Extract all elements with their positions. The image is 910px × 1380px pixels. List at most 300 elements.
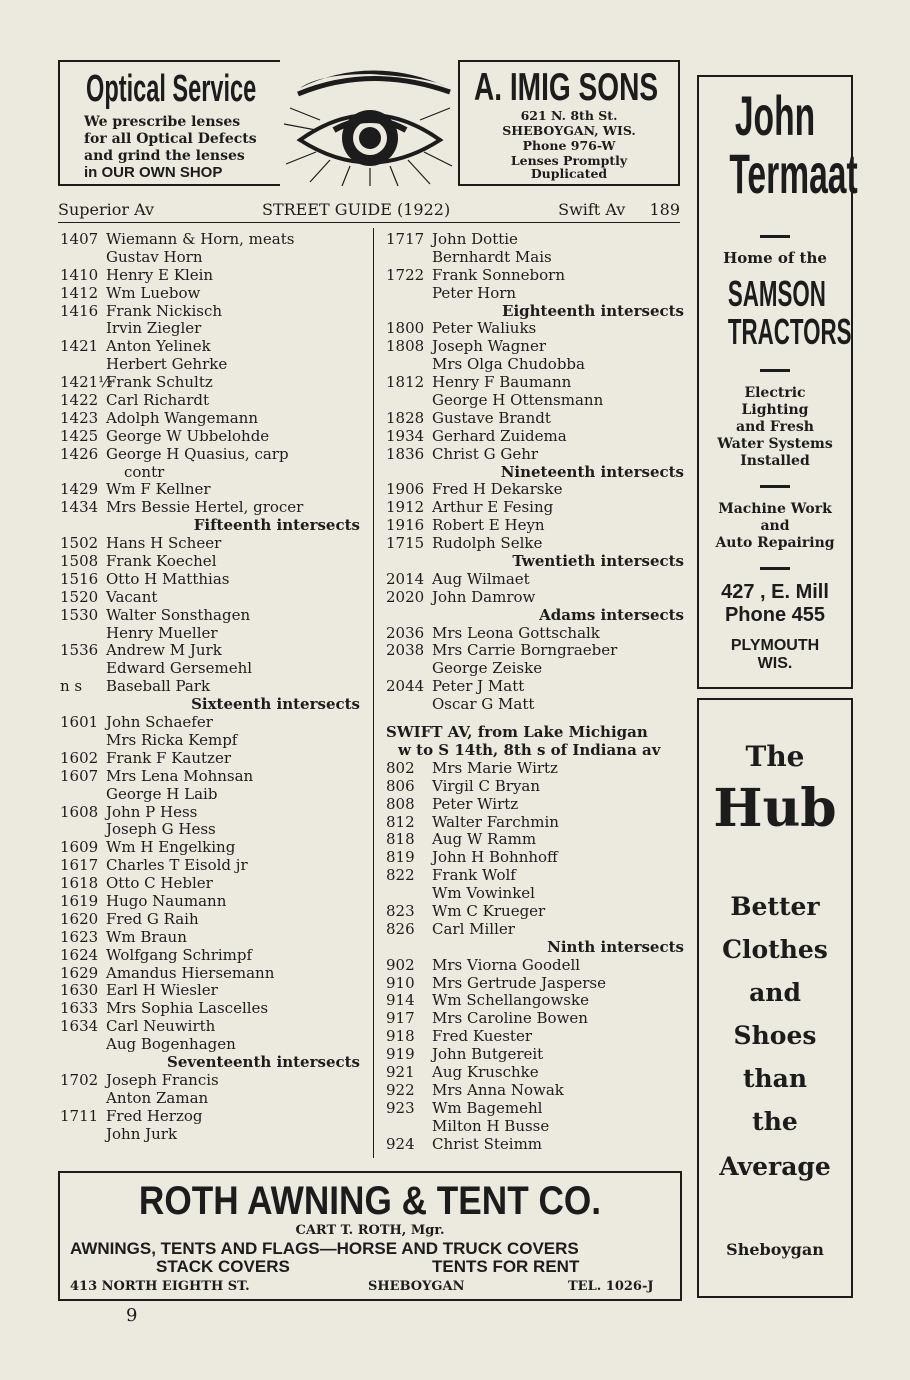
directory-entry <box>60 446 360 464</box>
directory-entry <box>386 760 684 778</box>
resident-name: Gustav Horn <box>106 247 203 266</box>
resident-name: Peter Wirtz <box>432 794 519 813</box>
directory-entry <box>386 849 684 867</box>
imig-ad-line: 621 N. 8th St. <box>520 108 618 123</box>
section-label: Eighteenth intersects <box>502 301 684 320</box>
resident-name: Henry E Klein <box>106 265 214 284</box>
resident-name: Mrs Ricka Kempf <box>106 730 238 749</box>
resident-name: Carl Miller <box>432 919 515 938</box>
directory-entry <box>386 446 684 464</box>
directory-entry <box>60 1036 360 1054</box>
resident-name: Fred Kuester <box>432 1027 533 1046</box>
termaat-city: PLYMOUTH <box>730 637 820 654</box>
house-number: n s <box>60 677 83 696</box>
hub-line: and <box>749 978 801 1007</box>
resident-name: Otto H Matthias <box>106 569 230 588</box>
house-number: 1722 <box>386 265 425 284</box>
directory-entry <box>60 965 360 983</box>
resident-name: Rudolph Selke <box>432 534 543 553</box>
house-number: 924 <box>386 1134 415 1153</box>
directory-entry <box>386 957 684 975</box>
house-number: 1916 <box>386 516 425 535</box>
directory-entry <box>60 875 360 893</box>
directory-entry <box>60 1072 360 1090</box>
resident-name: Virgil C Bryan <box>432 776 541 795</box>
directory-entry <box>60 338 360 356</box>
termaat-samson: SAMSON <box>727 273 826 314</box>
resident-name: Christ G Gehr <box>432 444 539 463</box>
directory-entry <box>386 814 684 832</box>
section-intersects <box>386 303 684 321</box>
roth-tents-rent: TENTS FOR RENT <box>432 1257 580 1276</box>
directory-entry <box>60 911 360 929</box>
hub-line: the <box>752 1107 798 1136</box>
resident-name: Wolfgang Schrimpf <box>106 945 253 964</box>
directory-entry <box>60 786 360 804</box>
resident-name: Vacant <box>106 587 158 606</box>
street-heading-text: SWIFT AV, from Lake Michigan <box>386 723 648 742</box>
house-number: 1702 <box>60 1070 99 1089</box>
house-number: 914 <box>386 991 415 1010</box>
directory-entry <box>386 1118 684 1136</box>
house-number: 1623 <box>60 927 99 946</box>
imig-ad-line: SHEBOYGAN, WIS. <box>502 123 636 138</box>
resident-name: Wm C Krueger <box>432 901 546 920</box>
house-number: 1536 <box>60 641 99 660</box>
resident-name: Mrs Caroline Bowen <box>432 1009 588 1028</box>
hub-title: Hub <box>713 778 837 839</box>
house-number: 1502 <box>60 534 99 553</box>
house-number: 1828 <box>386 408 425 427</box>
resident-name: Frank Koechel <box>106 552 217 571</box>
optical-ad-line: and grind the lenses <box>84 148 245 164</box>
directory-entry <box>386 1082 684 1100</box>
directory-entry <box>60 464 360 482</box>
directory-entry <box>60 642 360 660</box>
resident-name: Hans H Scheer <box>106 534 222 553</box>
directory-entry <box>386 1100 684 1118</box>
roth-city: SHEBOYGAN <box>368 1279 465 1294</box>
house-number: 1429 <box>60 480 99 499</box>
hub-line: than <box>742 1064 808 1093</box>
resident-name: Mrs Bessie Hertel, grocer <box>106 498 304 517</box>
house-number: 917 <box>386 1009 415 1028</box>
section-intersects <box>60 696 360 714</box>
resident-name: George H Quasius, carp <box>106 444 289 463</box>
resident-name: Peter J Matt <box>432 677 525 696</box>
resident-name: Edward Gersemehl <box>106 659 253 678</box>
resident-name: Gerhard Zuidema <box>432 426 567 445</box>
resident-name: George H Laib <box>106 784 218 803</box>
house-number: 1516 <box>60 569 99 588</box>
resident-name: Carl Richardt <box>106 391 210 410</box>
directory-entry <box>60 821 360 839</box>
directory-entry <box>60 535 360 553</box>
street-heading <box>386 742 684 760</box>
house-number: 922 <box>386 1080 415 1099</box>
termaat-home-of: Home of the <box>723 249 827 267</box>
directory-entry <box>60 320 360 338</box>
termaat-electric-line: Electric <box>744 385 806 401</box>
house-number: 819 <box>386 848 415 867</box>
section-label: Ninth intersects <box>547 937 684 956</box>
directory-entry <box>60 750 360 768</box>
directory-entry <box>60 714 360 732</box>
directory-entry <box>60 285 360 303</box>
directory-entry <box>386 499 684 517</box>
page-header <box>58 200 680 223</box>
roth-services-sep: — <box>319 1239 337 1258</box>
directory-entry <box>60 1126 360 1144</box>
house-number: 1608 <box>60 802 99 821</box>
resident-name: Joseph Wagner <box>432 337 547 356</box>
directory-entry <box>386 338 684 356</box>
resident-name: Mrs Viorna Goodell <box>432 955 581 974</box>
directory-entry <box>60 481 360 499</box>
roth-address: 413 NORTH EIGHTH ST. <box>70 1279 250 1294</box>
resident-name: George Zeiske <box>432 659 543 678</box>
resident-name: Peter Horn <box>432 283 517 302</box>
resident-name: Frank Nickisch <box>106 301 223 320</box>
house-number: 2020 <box>386 587 425 606</box>
house-number: 1423 <box>60 408 99 427</box>
resident-name: Fred Herzog <box>106 1106 203 1125</box>
house-number: 918 <box>386 1027 415 1046</box>
house-number: 1618 <box>60 874 99 893</box>
directory-entry <box>60 982 360 1000</box>
optical-service-ad <box>58 60 280 186</box>
resident-name: John Jurk <box>106 1124 178 1143</box>
section-label: Nineteenth intersects <box>500 462 684 481</box>
house-number: 2038 <box>386 641 425 660</box>
section-intersects <box>386 464 684 482</box>
resident-name: Fred H Dekarske <box>432 480 563 499</box>
roth-services-line <box>70 1239 579 1259</box>
termaat-state: WIS. <box>757 655 793 672</box>
termaat-electric-line: Lighting <box>741 402 809 418</box>
resident-name: Henry Mueller <box>106 623 218 642</box>
house-number: 923 <box>386 1098 415 1117</box>
resident-name: Bernhardt Mais <box>432 247 552 266</box>
header-street-end-name: Swift Av <box>558 200 626 219</box>
resident-name: Frank Wolf <box>432 866 516 885</box>
section-label: Fifteenth intersects <box>193 516 360 535</box>
directory-entry <box>60 1108 360 1126</box>
house-number: 1421 <box>60 337 99 356</box>
resident-name: Mrs Anna Nowak <box>432 1080 564 1099</box>
directory-entry <box>60 303 360 321</box>
directory-entry <box>60 1018 360 1036</box>
resident-name: Frank Sonneborn <box>432 265 566 284</box>
resident-name: Joseph G Hess <box>106 820 216 839</box>
resident-name: Milton H Busse <box>432 1116 550 1135</box>
house-number: 1421½ <box>60 373 113 392</box>
resident-name: John Dottie <box>432 230 518 248</box>
house-number: 2014 <box>386 569 425 588</box>
house-number: 1425 <box>60 426 99 445</box>
header-page-number: 189 <box>649 200 680 219</box>
optical-ad-line: in OUR OWN SHOP <box>84 164 223 181</box>
directory-entry <box>386 1046 684 1064</box>
house-number: 1422 <box>60 391 99 410</box>
house-number: 1601 <box>60 713 99 732</box>
top-advertisement <box>58 60 680 186</box>
directory-entry <box>60 929 360 947</box>
directory-entry <box>386 885 684 903</box>
house-number: 2044 <box>386 677 425 696</box>
directory-entry <box>386 1136 684 1154</box>
directory-entry <box>60 804 360 822</box>
hub-line: Shoes <box>733 1021 817 1050</box>
directory-entry <box>60 1090 360 1108</box>
resident-name: Otto C Hebler <box>106 874 213 893</box>
directory-entry <box>386 410 684 428</box>
house-number: 921 <box>386 1062 415 1081</box>
resident-name: Aug Bogenhagen <box>106 1035 236 1054</box>
section-intersects <box>386 939 684 957</box>
section-label: Sixteenth intersects <box>191 695 360 714</box>
resident-name: Henry F Baumann <box>432 373 572 392</box>
house-number: 910 <box>386 973 415 992</box>
imig-ad-line: Lenses Promptly <box>510 153 628 168</box>
section-intersects <box>60 1054 360 1072</box>
resident-name: Mrs Gertrude Jasperse <box>432 973 607 992</box>
directory-entry <box>386 285 684 303</box>
termaat-machine-line: Machine Work <box>718 501 832 517</box>
resident-name: John Damrow <box>432 587 536 606</box>
house-number: 818 <box>386 830 415 849</box>
resident-name: Anton Yelinek <box>106 337 211 356</box>
directory-entry <box>386 903 684 921</box>
resident-name: Oscar G Matt <box>432 695 535 714</box>
section-intersects <box>60 517 360 535</box>
resident-name: Carl Neuwirth <box>106 1017 216 1036</box>
house-number: 1711 <box>60 1106 99 1125</box>
house-number: 1520 <box>60 587 99 606</box>
resident-name: Hugo Naumann <box>106 891 227 910</box>
house-number: 1812 <box>386 373 425 392</box>
resident-name: Arthur E Fesing <box>432 498 554 517</box>
header-street-end <box>558 200 680 219</box>
hub-city: Sheboygan <box>726 1240 824 1259</box>
resident-name: Walter Farchmin <box>432 812 559 831</box>
optical-ad-line: for all Optical Defects <box>84 131 257 147</box>
directory-entry <box>386 571 684 589</box>
divider-dash <box>760 369 790 372</box>
resident-name: Baseball Park <box>106 677 211 696</box>
directory-entry <box>386 796 684 814</box>
resident-name: George W Ubbelohde <box>106 426 270 445</box>
section-intersects <box>386 553 684 571</box>
directory-entry <box>60 267 360 285</box>
the-hub-ad <box>697 698 853 1298</box>
resident-name: Frank Schultz <box>106 373 213 392</box>
house-number: 1934 <box>386 426 425 445</box>
directory-entry <box>386 778 684 796</box>
hub-line: Average <box>719 1152 831 1181</box>
house-number: 822 <box>386 866 415 885</box>
directory-entry <box>386 625 684 643</box>
resident-name: Christ Steimm <box>432 1134 543 1153</box>
house-number: 1434 <box>60 498 99 517</box>
directory-entry <box>60 231 360 249</box>
termaat-title-first: John <box>734 84 816 147</box>
directory-entry <box>386 660 684 678</box>
termaat-phone: Phone 455 <box>724 604 826 626</box>
directory-entry <box>60 732 360 750</box>
resident-name: Wm F Kellner <box>106 480 211 499</box>
house-number: 1624 <box>60 945 99 964</box>
hub-line: Better <box>730 892 820 921</box>
street-heading <box>386 724 684 742</box>
directory-entry <box>386 535 684 553</box>
resident-name: John P Hess <box>106 802 198 821</box>
street-heading-text: w to S 14th, 8th s of Indiana av <box>398 740 661 759</box>
resident-name: George H Ottensmann <box>432 391 604 410</box>
directory-entry <box>60 374 360 392</box>
house-number: 1906 <box>386 480 425 499</box>
directory-entry <box>60 410 360 428</box>
section-label: Twentieth intersects <box>512 552 684 571</box>
house-number: 802 <box>386 758 415 777</box>
resident-name: Wm Luebow <box>106 283 201 302</box>
divider-dash <box>760 485 790 488</box>
imig-ad-title: A. IMIG SONS <box>474 66 659 109</box>
house-number: 1602 <box>60 748 99 767</box>
directory-entry <box>60 607 360 625</box>
directory-entry <box>386 696 684 714</box>
resident-name: Wm Vowinkel <box>432 884 535 903</box>
resident-name: Amandus Hiersemann <box>106 963 275 982</box>
house-number: 1530 <box>60 605 99 624</box>
house-number: 919 <box>386 1045 415 1064</box>
resident-name: Joseph Francis <box>106 1070 219 1089</box>
resident-name: Aug Wilmaet <box>432 569 530 588</box>
house-number: 1619 <box>60 891 99 910</box>
directory-entry <box>60 947 360 965</box>
directory-entry <box>386 678 684 696</box>
directory-entry <box>60 428 360 446</box>
house-number: 1912 <box>386 498 425 517</box>
house-number: 1633 <box>60 999 99 1018</box>
termaat-address: 427 , E. Mill <box>721 581 829 603</box>
resident-name: Mrs Lena Mohnsan <box>106 766 254 785</box>
directory-entry <box>386 356 684 374</box>
house-number: 808 <box>386 794 415 813</box>
directory-entry <box>60 678 360 696</box>
resident-name: Anton Zaman <box>106 1088 209 1107</box>
directory-entry <box>386 231 684 249</box>
directory-entry <box>60 893 360 911</box>
directory-entry <box>386 481 684 499</box>
directory-entry <box>386 1064 684 1082</box>
directory-entry <box>386 589 684 607</box>
section-label: Adams intersects <box>539 605 684 624</box>
directory-entry <box>60 553 360 571</box>
directory-entry <box>386 992 684 1010</box>
resident-name: Wm Bagemehl <box>432 1098 543 1117</box>
right-directory-column <box>386 231 684 1153</box>
directory-entry <box>386 1010 684 1028</box>
eye-icon <box>280 60 458 186</box>
resident-name: Peter Waliuks <box>432 319 537 338</box>
resident-name: Wiemann & Horn, meats <box>106 230 295 248</box>
directory-entry <box>60 571 360 589</box>
house-number: 1416 <box>60 301 99 320</box>
house-number: 1629 <box>60 963 99 982</box>
directory-entry <box>386 267 684 285</box>
house-number: 1607 <box>60 766 99 785</box>
resident-name: Earl H Wiesler <box>106 981 218 1000</box>
house-number: 1630 <box>60 981 99 1000</box>
roth-stack-covers: STACK COVERS <box>156 1257 290 1276</box>
house-number: 812 <box>386 812 415 831</box>
resident-name: Robert E Heyn <box>432 516 545 535</box>
house-number: 1407 <box>60 230 99 248</box>
imig-ad-line: Duplicated <box>530 166 608 181</box>
resident-name: Irvin Ziegler <box>106 319 202 338</box>
directory-entry <box>60 249 360 267</box>
directory-entry <box>386 392 684 410</box>
house-number: 1634 <box>60 1017 99 1036</box>
roth-manager: CART T. ROTH, Mgr. <box>295 1223 445 1238</box>
house-number: 1836 <box>386 444 425 463</box>
house-number: 1715 <box>386 534 425 553</box>
resident-name: Wm H Engelking <box>106 838 236 857</box>
house-number: 1609 <box>60 838 99 857</box>
resident-name: Aug W Ramm <box>432 830 537 849</box>
resident-name: Fred G Raih <box>106 909 199 928</box>
termaat-electric-line: Water Systems <box>717 436 833 452</box>
directory-entry <box>386 831 684 849</box>
directory-entry <box>60 589 360 607</box>
directory-entry <box>386 642 684 660</box>
directory-entry <box>60 768 360 786</box>
roth-telephone: TEL. 1026-J <box>568 1279 654 1294</box>
resident-name: Charles T Eisold jr <box>106 856 248 875</box>
optical-ad-line: We prescribe lenses <box>84 114 241 130</box>
resident-name: Aug Kruschke <box>432 1062 539 1081</box>
resident-name: Gustave Brandt <box>432 408 551 427</box>
termaat-tractors: TRACTORS <box>727 311 852 352</box>
roth-services-left: AWNINGS, TENTS AND FLAGS <box>70 1239 320 1258</box>
roth-ad-title: ROTH AWNING & TENT CO. <box>138 1179 602 1223</box>
house-number: 1617 <box>60 856 99 875</box>
resident-name: Mrs Marie Wirtz <box>432 758 558 777</box>
directory-entry <box>386 517 684 535</box>
house-number: 1426 <box>60 444 99 463</box>
house-number: 806 <box>386 776 415 795</box>
house-number: 1620 <box>60 909 99 928</box>
house-number: 1808 <box>386 337 425 356</box>
resident-name: Wm Schellangowske <box>432 991 589 1010</box>
imig-ad-line: Phone 976-W <box>522 138 616 153</box>
directory-entry <box>386 1028 684 1046</box>
divider-dash <box>760 567 790 570</box>
resident-name: Mrs Leona Gottschalk <box>432 623 600 642</box>
directory-entry <box>386 867 684 885</box>
house-number: 1508 <box>60 552 99 571</box>
imig-sons-ad <box>458 60 680 186</box>
directory-entry <box>60 1000 360 1018</box>
house-number: 826 <box>386 919 415 938</box>
resident-name: John Butgereit <box>432 1045 544 1064</box>
resident-name: Adolph Wangemann <box>106 408 258 427</box>
termaat-electric-line: and Fresh <box>736 419 814 435</box>
john-termaat-ad <box>697 75 858 689</box>
directory-entry <box>386 249 684 267</box>
house-number: 1717 <box>386 230 425 248</box>
